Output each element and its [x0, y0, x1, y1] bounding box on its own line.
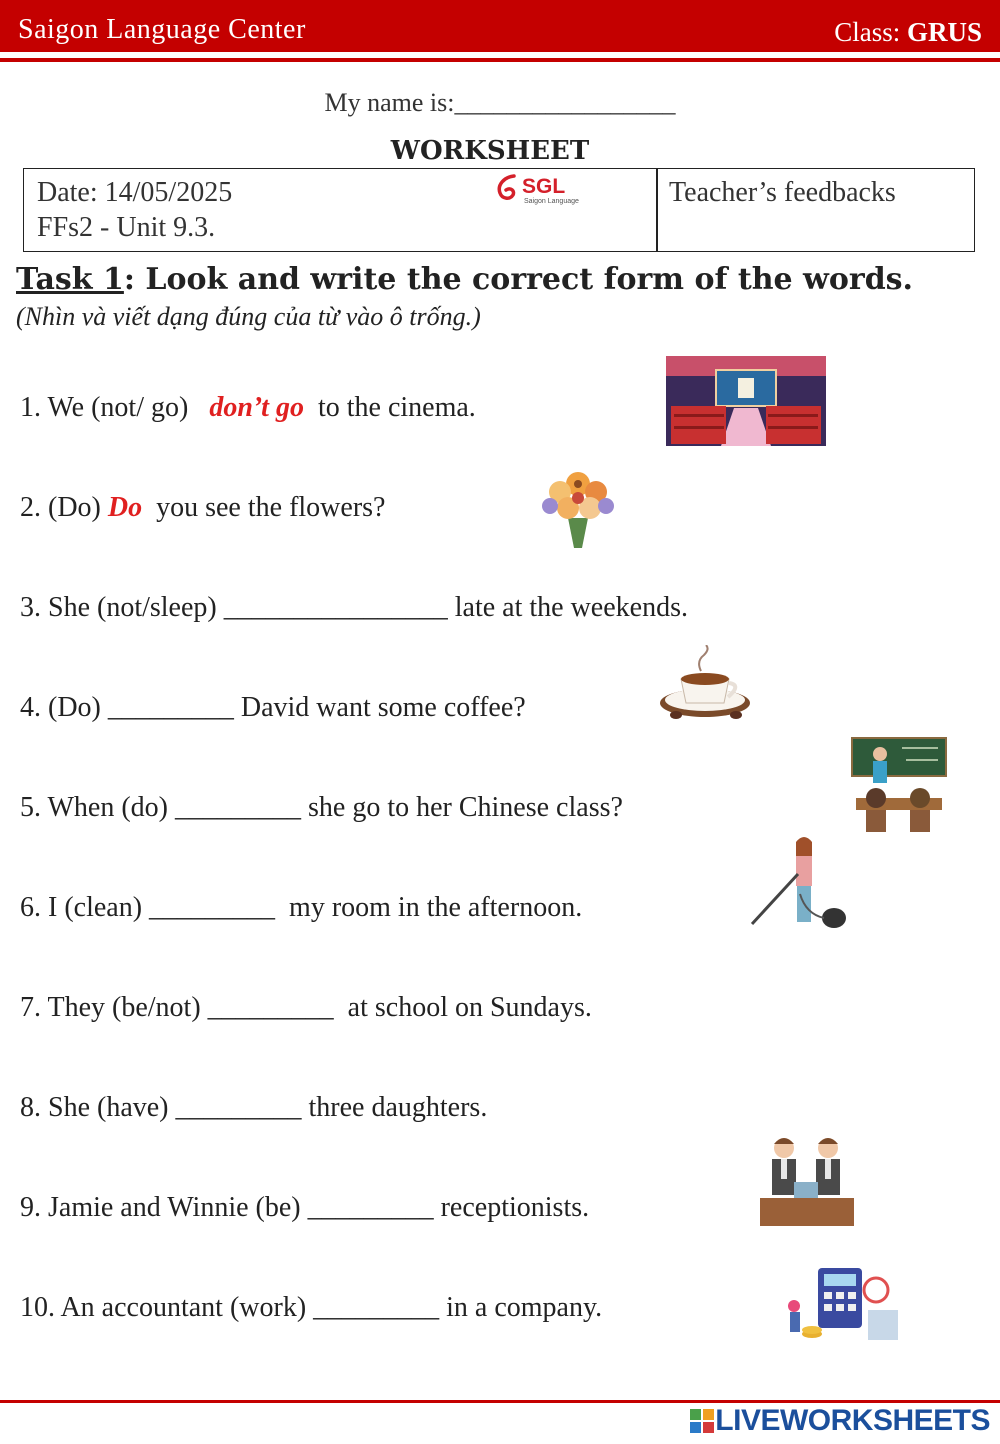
name-field[interactable]: My name is:_________________ — [324, 88, 676, 117]
sgl-logo — [494, 173, 594, 213]
task-title — [16, 262, 913, 297]
question-8[interactable] — [20, 1092, 487, 1124]
question-text: 6. I (clean) _________ my room in the afternoon. — [20, 892, 583, 923]
question-text: 5. When (do) _________ she go to her Chinese class? — [20, 792, 623, 823]
question-5[interactable] — [20, 792, 623, 824]
question-4[interactable] — [20, 692, 526, 724]
liveworksheets-icon — [690, 1409, 714, 1433]
class-info — [834, 17, 982, 48]
class-label: Class: — [834, 17, 907, 47]
question-2 — [20, 492, 385, 524]
info-box — [23, 168, 975, 252]
question-10[interactable] — [20, 1292, 602, 1324]
center-name: Saigon Language Center — [18, 14, 306, 45]
question-text: 2. (Do) — [20, 492, 108, 523]
question-9[interactable] — [20, 1192, 589, 1224]
question-6[interactable] — [20, 892, 582, 924]
flowers-image — [532, 458, 624, 552]
question-7[interactable] — [20, 992, 592, 1024]
question-3[interactable] — [20, 592, 688, 624]
answer-input[interactable]: don’t go — [209, 392, 304, 423]
feedback-divider — [656, 169, 658, 251]
cleaning-image — [746, 834, 848, 930]
logo-subtext: Saigon Language — [524, 198, 579, 205]
task-translation: (Nhìn và viết dạng đúng của từ vào ô trống.) — [16, 302, 481, 331]
task-instruction: : Look and write the correct form of the words. — [123, 262, 914, 297]
question-text: 4. (Do) _________ David want some coffee? — [20, 692, 526, 723]
teacher-feedback-label: Teacher’s feedbacks — [669, 177, 896, 208]
question-text: 10. An accountant (work) _________ in a company. — [20, 1292, 603, 1323]
task-label: Task 1 — [16, 262, 124, 297]
question-text: 1. We (not/ go) — [20, 392, 210, 423]
liveworksheets-logo[interactable]: LIVEWORKSHEETS — [715, 1404, 990, 1437]
question-text: 7. They (be/not) _________ at school on Sundays. — [20, 992, 592, 1023]
answer-input[interactable]: Do — [107, 492, 143, 523]
question-text: 8. She (have) _________ three daughters. — [20, 1092, 488, 1123]
footer-divider — [0, 1400, 1000, 1403]
receptionists-image — [758, 1132, 856, 1228]
header-divider — [0, 58, 1000, 62]
sgl-logo-icon — [494, 173, 524, 207]
accountant-image — [778, 1260, 910, 1346]
classroom-image — [850, 736, 948, 836]
question-text: 9. Jamie and Winnie (be) _________ receptionists. — [20, 1192, 590, 1223]
page-title: WORKSHEET — [390, 136, 590, 166]
question-text: to the cinema. — [303, 392, 476, 423]
cinema-image — [666, 356, 826, 446]
question-1 — [20, 392, 476, 424]
class-name: GRUS — [906, 17, 982, 47]
date-text: Date: 14/05/2025 — [37, 177, 233, 208]
header-bar — [0, 0, 1000, 52]
question-text: you see the flowers? — [142, 492, 386, 523]
unit-text: FFs2 - Unit 9.3. — [37, 212, 216, 243]
coffee-image — [656, 645, 754, 727]
logo-text: SGL — [522, 175, 566, 198]
question-text: 3. She (not/sleep) ________________ late at the weekends. — [20, 592, 688, 623]
